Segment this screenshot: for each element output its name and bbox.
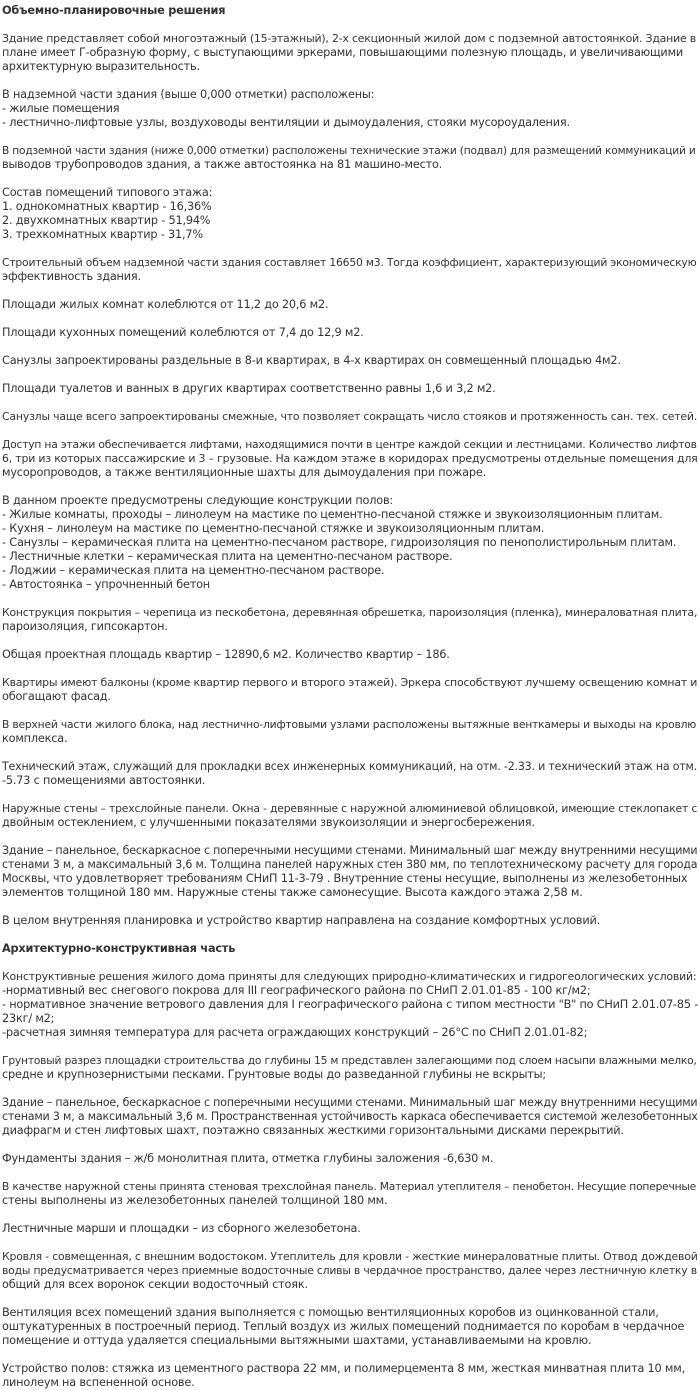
text-line: Здание – панельное, бескаркасное с поперечными несущими стенами. Минимальный шаг между внутренними несущими <box>2 1096 698 1109</box>
section-heading: Архитектурно-конструктивная часть <box>2 942 236 955</box>
paragraph <box>2 606 698 634</box>
text-line: Санузлы чаще всего запроектированы смежные, что позволяет сокращать число стояков и протяженность сан. тех. сетей. <box>2 410 698 423</box>
paragraph <box>2 1222 698 1236</box>
paragraph <box>2 1250 698 1292</box>
text-line: общий для всех воронок секции водосточный стояк. <box>2 1278 308 1291</box>
text-line: -расчетная зимняя температура для расчета ограждающих конструкций – 26°С по СНиП 2.01.01-82; <box>2 1026 588 1039</box>
paragraph <box>2 1362 698 1390</box>
text-line: Грунтовый разрез площадки строительства до глубины 15 м представлен залегающими под слоем насыпи влажными мелко, <box>2 1054 697 1067</box>
text-line: Строительный объем надземной части здания составляет 16650 м3. Тогда коэффициент, характеризующий экономическую <box>2 256 697 269</box>
paragraph <box>2 88 698 130</box>
paragraph <box>2 718 698 746</box>
text-line: мусоропроводов, а также вентиляционные шахты для дымоудаления при пожаре. <box>2 466 487 479</box>
text-line: Здание представляет собой многоэтажный (15-этажный), 2-х секционный жилой дом с подземной автостоянкой. Здание в <box>2 32 696 45</box>
text-line: В подземной части здания (ниже 0,000 отметки) расположены технические этажи (подвал) для размещений коммуникаций и <box>2 144 696 157</box>
paragraph <box>2 1152 698 1166</box>
text-line: Москвы, что удовлетворяет требованиям СНиП 11-3-79 . Внутренние стены несущие, выполнены из железобетонных <box>2 872 688 885</box>
text-line: двойным остеклением, с улучшенными показателями звукоизоляции и энергосбережения. <box>2 816 535 829</box>
paragraph <box>2 970 698 1040</box>
text-line: Лестничные марши и площадки – из сборного железобетона. <box>2 1222 361 1235</box>
text-line: - Санузлы – керамическая плита на цементно-песчаном растворе, гидроизоляция по пенополистирольным плитам. <box>2 536 677 549</box>
text-line: -5.73 с помещениями автостоянки. <box>2 774 206 787</box>
text-line: Состав помещений типового этажа: <box>2 186 213 199</box>
paragraph <box>2 298 698 312</box>
text-line: Площади жилых комнат колеблются от 11,2 до 20,6 м2. <box>2 298 329 311</box>
text-line: пароизоляция, гипсокартон. <box>2 620 168 633</box>
text-line: помещение и оттуда удаляется специальными вытяжными шахтами, устанавливаемыми на кровлю. <box>2 1334 592 1347</box>
text-line: воды предусматривается через приемные водосточные сливы в чердачное пространство, далее через лестничную клетку в <box>2 1264 697 1277</box>
paragraph <box>2 648 698 662</box>
text-line: Кровля - совмещенная, с внешним водостоком. Утеплитель для кровли - жесткие минераловатные плиты. Отвод дождевой <box>2 1250 698 1263</box>
text-line: обогащают фасад. <box>2 690 111 703</box>
text-line: средне и крупнозернистыми песками. Грунтовые воды до разведанной глубины не вскрыты; <box>2 1068 546 1081</box>
text-line: эффективность здания. <box>2 270 141 283</box>
paragraph <box>2 256 698 284</box>
text-line: Квартиры имеют балконы (кроме квартир первого и второго этажей). Эркера способствуют лучшему освещению комнат и <box>2 676 698 689</box>
paragraph <box>2 326 698 340</box>
text-line: Здание – панельное, бескаркасное с поперечными несущими стенами. Минимальный шаг между внутренними несущими <box>2 844 698 857</box>
paragraph <box>2 410 698 424</box>
text-line: - Автостоянка – упрочненный бетон <box>2 578 210 591</box>
paragraph <box>2 144 698 172</box>
text-line: Конструкция покрытия – черепица из пескобетона, деревянная обрешетка, пароизоляция (пленка), минераловатная плита, <box>2 606 698 619</box>
paragraph <box>2 438 698 480</box>
paragraph <box>2 382 698 396</box>
paragraph <box>2 32 698 74</box>
paragraph <box>2 1096 698 1138</box>
text-line: Санузлы запроектированы раздельные в 8-и квартирах, в 4-х квартирах он совмещенный площадью 4м2. <box>2 354 621 367</box>
text-line: 2. двухкомнатных квартир - 51,94% <box>2 214 211 227</box>
text-line: Конструктивные решения жилого дома приняты для следующих природно-климатических и гидрогеологических условий: <box>2 970 697 983</box>
text-line: Общая проектная площадь квартир – 12890,6 м2. Количество квартир – 186. <box>2 648 450 661</box>
paragraph <box>2 760 698 788</box>
text-line: - жилые помещения <box>2 102 120 115</box>
text-line: архитектурную выразительность. <box>2 60 200 73</box>
text-line: 3. трехкомнатных квартир - 31,7% <box>2 228 203 241</box>
text-line: выводов трубопроводов здания, а также автостоянка на 81 машино-место. <box>2 158 443 171</box>
text-line: диафрагм и стен лифтовых шахт, поэтажно связанных жесткими горизонтальными дисками перекрытий. <box>2 1124 624 1137</box>
paragraph <box>2 676 698 704</box>
text-line: Вентиляция всех помещений здания выполняется с помощью вентиляционных коробов из оцинкованной стали, <box>2 1306 659 1319</box>
text-line: стенами 3 м, а максимальный 3,6 м. Толщина панелей наружных стен 380 мм, по теплотехническому расчету для города <box>2 858 698 871</box>
text-line: плане имеет Г-образную форму, с выступающими эркерами, повышающими полезную площадь, и увеличивающими <box>2 46 684 59</box>
text-line: - Лоджии – керамическая плита на цементно-песчаном растворе. <box>2 564 385 577</box>
text-line: линолеум на вспененной основе. <box>2 1376 195 1389</box>
paragraph <box>2 186 698 242</box>
text-line: - Кухня – линолеум на мастике по цементно-песчаной стяжке и звукоизоляционным плитам. <box>2 522 545 535</box>
text-line: Наружные стены – трехслойные панели. Окна - деревянные с наружной алюминиевой облицовкой, имеющие стеклопакет с <box>2 802 698 815</box>
text-line: В целом внутренняя планировка и устройство квартир направлена на создание комфортных условий. <box>2 914 601 927</box>
paragraph <box>2 354 698 368</box>
paragraph <box>2 1306 698 1348</box>
text-line: В данном проекте предусмотрены следующие конструкции полов: <box>2 494 394 507</box>
text-line: Доступ на этажи обеспечивается лифтами, находящимися почти в центре каждой секции и лестницами. Количество лифтов <box>2 438 697 451</box>
text-line: - лестнично-лифтовые узлы, воздуховоды вентиляции и дымоудаления, стояки мусороудаления. <box>2 116 570 129</box>
paragraph <box>2 844 698 900</box>
text-line: элементов толщиной 180 мм. Наружные стены также самонесущие. Высота каждого этажа 2,58 м. <box>2 886 583 899</box>
text-line: стенами 3 м, а максимальный 3,6 м. Пространственная устойчивость каркаса обеспечивается системой железобетонных <box>2 1110 698 1123</box>
text-line: Площади туалетов и ванных в других квартирах соответственно равны 1,6 и 3,2 м2. <box>2 382 496 395</box>
section-heading: Объемно-планировочные решения <box>2 4 226 17</box>
paragraph <box>2 1180 698 1208</box>
text-line: оштукатуренных в построечный период. Теплый воздух из жилых помещений поднимается по коробам в чердачное <box>2 1320 685 1333</box>
text-line: В качестве наружной стены принята стеновая трехслойная панель. Материал утеплителя – пенобетон. Несущие поперечные <box>2 1180 697 1193</box>
text-line: стены выполнены из железобетонных панелей толщиной 180 мм. <box>2 1194 388 1207</box>
text-line: Площади кухонных помещений колеблются от 7,4 до 12,9 м2. <box>2 326 364 339</box>
text-line: Фундаменты здания – ж/б монолитная плита, отметка глубины заложения -6,630 м. <box>2 1152 494 1165</box>
paragraph <box>2 1054 698 1082</box>
text-line: комплекса. <box>2 732 68 745</box>
text-line: 1. однокомнатных квартир - 16,36% <box>2 200 212 213</box>
text-line: - Лестничные клетки – керамическая плита на цементно-песчаном растворе. <box>2 550 453 563</box>
paragraph <box>2 914 698 928</box>
text-line: - Жилые комнаты, проходы – линолеум на мастике по цементно-песчаной стяжке и звукоизоляционным плитам. <box>2 508 663 521</box>
text-line: Устройство полов: стяжка из цементного раствора 22 мм, и полимерцемента 8 мм, жесткая минватная плита 10 мм, <box>2 1362 685 1375</box>
text-line: -нормативный вес снегового покрова для III географического района по СНиП 2.01.01-85 - 100 кг/м2; <box>2 984 591 997</box>
text-line: - нормативное значение ветрового давления для I географического района с типом местности "В" по СНиП 2.01.07-85 - <box>2 998 699 1011</box>
paragraph <box>2 494 698 592</box>
text-line: В надземной части здания (выше 0,000 отметки) расположены: <box>2 88 375 101</box>
text-line: Технический этаж, служащий для прокладки всех инженерных коммуникаций, на отм. -2.33. и технический этаж на отм. <box>2 760 698 773</box>
text-line: В верхней части жилого блока, над лестнично-лифтовыми узлами расположены вытяжные венткамеры и выходы на кровлю <box>2 718 697 731</box>
paragraph <box>2 802 698 830</box>
text-line: 6, три из которых пассажирские и 3 – грузовые. На каждом этаже в коридорах предусмотрены отдельные помещения для <box>2 452 698 465</box>
text-line: 23кг/ м2; <box>2 1012 55 1025</box>
